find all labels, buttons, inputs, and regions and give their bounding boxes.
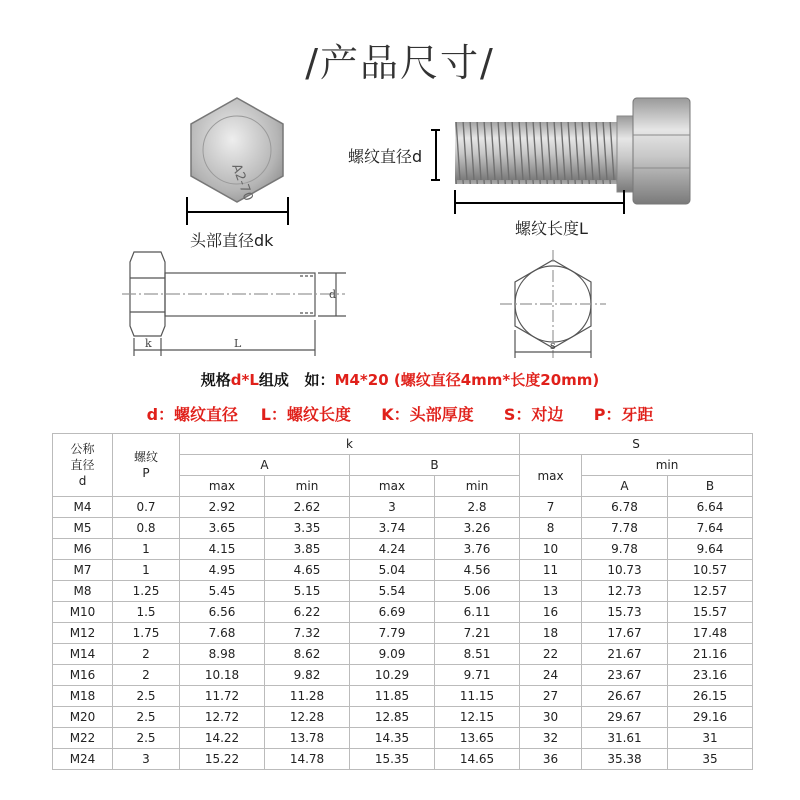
table-cell: 7.21 [435, 623, 520, 644]
table-cell: 12.28 [265, 707, 350, 728]
table-cell: 22 [520, 644, 582, 665]
table-cell: M4 [53, 497, 113, 518]
table-cell: 3.35 [265, 518, 350, 539]
drawing-label-k: k [145, 337, 152, 350]
table-cell: 5.54 [350, 581, 435, 602]
table-cell: 15.22 [180, 749, 265, 770]
table-cell: 2.62 [265, 497, 350, 518]
table-cell: 6.11 [435, 602, 520, 623]
table-cell: 9.78 [582, 539, 668, 560]
table-cell: 2.5 [113, 707, 180, 728]
table-cell: 32 [520, 728, 582, 749]
table-cell: 9.71 [435, 665, 520, 686]
table-row [53, 539, 753, 560]
table-cell: 18 [520, 623, 582, 644]
table-cell: M6 [53, 539, 113, 560]
table-cell: 1.25 [113, 581, 180, 602]
table-cell: 3.85 [265, 539, 350, 560]
table-cell: 13 [520, 581, 582, 602]
header-k-b-min: min [435, 476, 520, 497]
table-cell: 7.32 [265, 623, 350, 644]
table-cell: 0.7 [113, 497, 180, 518]
table-cell: 6.22 [265, 602, 350, 623]
table-cell: 10.73 [582, 560, 668, 581]
header-s-min-a: A [582, 476, 668, 497]
table-row [53, 560, 753, 581]
table-cell: 6.64 [668, 497, 753, 518]
table-cell: M22 [53, 728, 113, 749]
table-cell: 4.65 [265, 560, 350, 581]
table-cell: 6.56 [180, 602, 265, 623]
table-cell: 12.57 [668, 581, 753, 602]
header-k: k [180, 434, 520, 455]
table-row [53, 518, 753, 539]
bolt-illustrations [0, 0, 800, 380]
table-cell: 13.78 [265, 728, 350, 749]
table-cell: 0.8 [113, 518, 180, 539]
table-row [53, 602, 753, 623]
thread-length-dimension [455, 190, 624, 214]
table-cell: M7 [53, 560, 113, 581]
table-cell: 21.16 [668, 644, 753, 665]
thread-diameter-dimension [431, 130, 440, 180]
table-cell: 11.85 [350, 686, 435, 707]
table-cell: 3.76 [435, 539, 520, 560]
head-diameter-label: 头部直径dk [190, 231, 274, 250]
table-cell: 10.57 [668, 560, 753, 581]
table-cell: 3.26 [435, 518, 520, 539]
table-cell: 2 [113, 665, 180, 686]
table-cell: 5.06 [435, 581, 520, 602]
table-cell: 31 [668, 728, 753, 749]
table-cell: 16 [520, 602, 582, 623]
table-row [53, 707, 753, 728]
spec-formula: d*L [230, 371, 259, 389]
table-cell: 5.15 [265, 581, 350, 602]
table-cell: 3 [350, 497, 435, 518]
table-cell: M12 [53, 623, 113, 644]
table-cell: 2 [113, 644, 180, 665]
table-cell: M5 [53, 518, 113, 539]
table-cell: 27 [520, 686, 582, 707]
table-cell: 7.64 [668, 518, 753, 539]
header-k-a: A [180, 455, 350, 476]
header-s-max: max [520, 455, 582, 497]
legend-line: d：螺纹直径 L：螺纹长度 K：头部厚度 S：对边 P：牙距 [146, 405, 654, 424]
table-cell: 35 [668, 749, 753, 770]
table-cell: 7 [520, 497, 582, 518]
header-s-min: min [582, 455, 753, 476]
table-cell: 3 [113, 749, 180, 770]
table-cell: 2.8 [435, 497, 520, 518]
table-cell: 4.95 [180, 560, 265, 581]
table-cell: 5.45 [180, 581, 265, 602]
table-cell: 17.67 [582, 623, 668, 644]
table-cell: 29.16 [668, 707, 753, 728]
table-cell: 2.5 [113, 728, 180, 749]
table-cell: 12.72 [180, 707, 265, 728]
table-cell: 9.09 [350, 644, 435, 665]
table-cell: 30 [520, 707, 582, 728]
page-title: /产品尺寸/ [305, 41, 495, 85]
drawing-label-d: d [329, 288, 337, 301]
table-row [53, 623, 753, 644]
spec-example: M4*20 (螺纹直径4mm*长度20mm) [334, 371, 600, 389]
header-k-b: B [350, 455, 520, 476]
table-cell: 24 [520, 665, 582, 686]
table-cell: 8.98 [180, 644, 265, 665]
header-nominal: 公称 直径 d [53, 434, 113, 497]
spec-middle: 组成 如： [258, 371, 335, 389]
thread-length-label: 螺纹长度L [515, 219, 588, 238]
head-marking-text: A2-70 [228, 161, 256, 204]
table-cell: 8.62 [265, 644, 350, 665]
table-cell: 2.5 [113, 686, 180, 707]
table-cell: 11.28 [265, 686, 350, 707]
thread-diameter-label: 螺纹直径d [348, 147, 423, 166]
table-cell: 12.73 [582, 581, 668, 602]
table-row [53, 644, 753, 665]
table-cell: 3.65 [180, 518, 265, 539]
table-cell: 8.51 [435, 644, 520, 665]
table-cell: 10.29 [350, 665, 435, 686]
table-cell: 11 [520, 560, 582, 581]
table-cell: 15.35 [350, 749, 435, 770]
header-s-min-b: B [668, 476, 753, 497]
spec-line [0, 369, 800, 390]
table-cell: 1 [113, 560, 180, 581]
table-cell: 1.75 [113, 623, 180, 644]
bolt-side-photo [455, 98, 690, 204]
table-cell: 2.92 [180, 497, 265, 518]
table-cell: 26.15 [668, 686, 753, 707]
table-row [53, 728, 753, 749]
table-cell: 17.48 [668, 623, 753, 644]
table-cell: M18 [53, 686, 113, 707]
table-cell: 23.16 [668, 665, 753, 686]
header-k-a-min: min [265, 476, 350, 497]
table-cell: 26.67 [582, 686, 668, 707]
table-cell: 14.78 [265, 749, 350, 770]
table-cell: 9.82 [265, 665, 350, 686]
bolt-head-photo [191, 98, 283, 203]
table-cell: M24 [53, 749, 113, 770]
table-cell: 1 [113, 539, 180, 560]
table-cell: 7.68 [180, 623, 265, 644]
table-cell: M8 [53, 581, 113, 602]
table-cell: 10.18 [180, 665, 265, 686]
table-cell: 11.15 [435, 686, 520, 707]
table-cell: 15.57 [668, 602, 753, 623]
table-cell: 5.04 [350, 560, 435, 581]
table-cell: M14 [53, 644, 113, 665]
table-cell: 31.61 [582, 728, 668, 749]
table-cell: M16 [53, 665, 113, 686]
table-cell: 21.67 [582, 644, 668, 665]
table-cell: 12.15 [435, 707, 520, 728]
table-cell: 36 [520, 749, 582, 770]
table-cell: 7.79 [350, 623, 435, 644]
table-row [53, 749, 753, 770]
table-cell: 29.67 [582, 707, 668, 728]
table-cell: 8 [520, 518, 582, 539]
table-cell: 6.78 [582, 497, 668, 518]
table-row [53, 497, 753, 518]
table-row [53, 686, 753, 707]
table-cell: 23.67 [582, 665, 668, 686]
table-cell: 10 [520, 539, 582, 560]
table-cell: M10 [53, 602, 113, 623]
table-cell: 9.64 [668, 539, 753, 560]
header-pitch: 螺纹 P [113, 434, 180, 497]
table-cell: 14.22 [180, 728, 265, 749]
table-body [53, 497, 753, 770]
drawing-label-L: L [234, 337, 242, 350]
table-row [53, 665, 753, 686]
table-cell: 13.65 [435, 728, 520, 749]
table-cell: 4.15 [180, 539, 265, 560]
table-cell: M20 [53, 707, 113, 728]
spec-prefix: 规格 [200, 371, 231, 389]
table-cell: 14.65 [435, 749, 520, 770]
table-cell: 3.74 [350, 518, 435, 539]
table-cell: 11.72 [180, 686, 265, 707]
table-cell: 6.69 [350, 602, 435, 623]
table-cell: 4.24 [350, 539, 435, 560]
table-cell: 14.35 [350, 728, 435, 749]
table-cell: 4.56 [435, 560, 520, 581]
table-cell: 35.38 [582, 749, 668, 770]
header-k-a-max: max [180, 476, 265, 497]
drawing-label-s: s [550, 339, 556, 352]
header-s: S [520, 434, 753, 455]
table-cell: 15.73 [582, 602, 668, 623]
table-cell: 1.5 [113, 602, 180, 623]
table-row [53, 581, 753, 602]
table-cell: 7.78 [582, 518, 668, 539]
dimension-table [52, 433, 753, 770]
header-k-b-max: max [350, 476, 435, 497]
table-cell: 12.85 [350, 707, 435, 728]
